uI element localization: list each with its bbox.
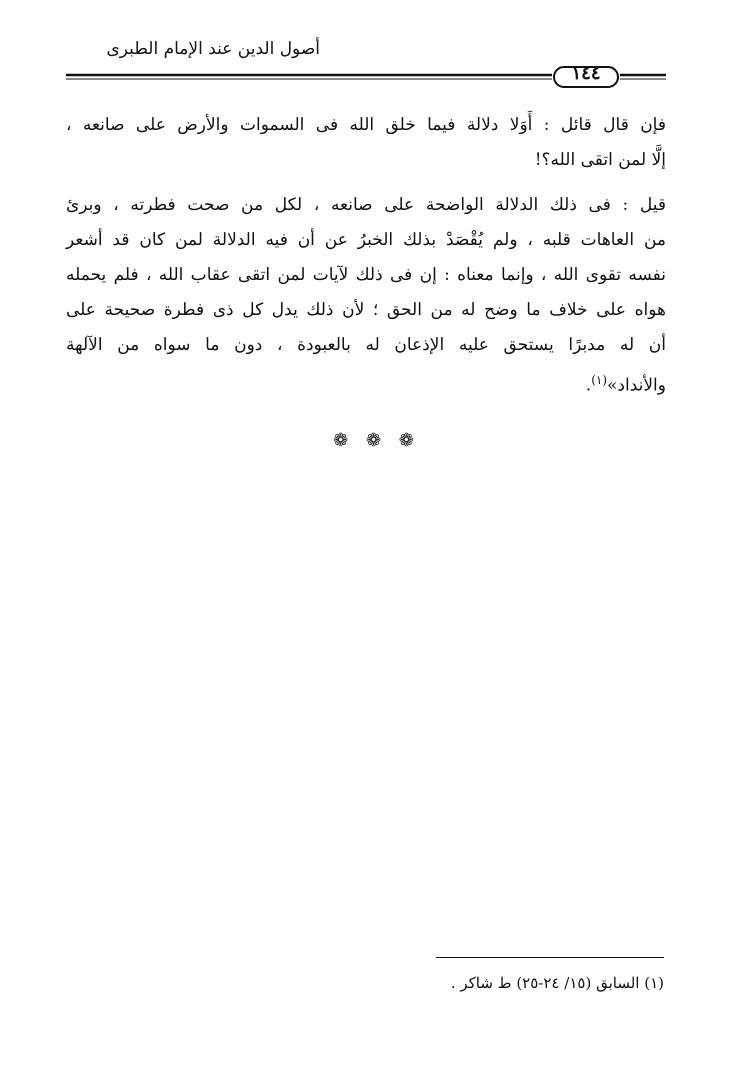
section-ornament: ❁ ❁ ❁	[333, 430, 420, 451]
page-number: ١٤٤	[571, 63, 601, 84]
running-head-title: أصول الدين عند الإمام الطبرى	[106, 39, 320, 59]
main-text	[66, 108, 666, 414]
text-line: نفسه تقوى الله ، وإنما معناه : إن فى ذلك لآيات لمن اتقى عقاب الله ، فلم يحمله	[66, 265, 666, 285]
text-line: فإن قال قائل : أَوَلا دلالة فيما خلق الله فى السموات والأرض على صانعه ،	[66, 115, 666, 135]
text-line-last	[66, 363, 666, 404]
text-fragment: والأنداد»	[607, 375, 666, 396]
footnote-text: (١) السابق (١٥/ ٢٤-٢٥) ط شاكر .	[450, 974, 664, 992]
text-line: هواه على خلاف ما وضح له من الحق ؛ لأن ذلك يدل كل ذى فطرة صحيحة على	[66, 300, 666, 320]
footnote-rule	[436, 957, 664, 958]
text-fragment: .	[585, 375, 592, 396]
footnote-reference[interactable]: (١)	[591, 373, 608, 387]
paragraph-answer	[66, 188, 666, 404]
text-line: إلَّا لمن اتقى الله؟!	[534, 150, 666, 170]
paragraph-question	[66, 108, 666, 178]
text-line: من العاهات قلبه ، ولم يُقْصَدْ بذلك الخبرُ عن أن فيه الدلالة لمن كان قد أشعر	[66, 230, 666, 250]
text-line: قيل : فى ذلك الدلالة الواضحة على صانعه ، لكل من صحت فطرته ، وبرئ	[66, 195, 666, 215]
text-line: أن له مدبرًا يستحق عليه الإذعان له بالعبودة ، دون ما سواه من الآلهة	[66, 335, 666, 355]
